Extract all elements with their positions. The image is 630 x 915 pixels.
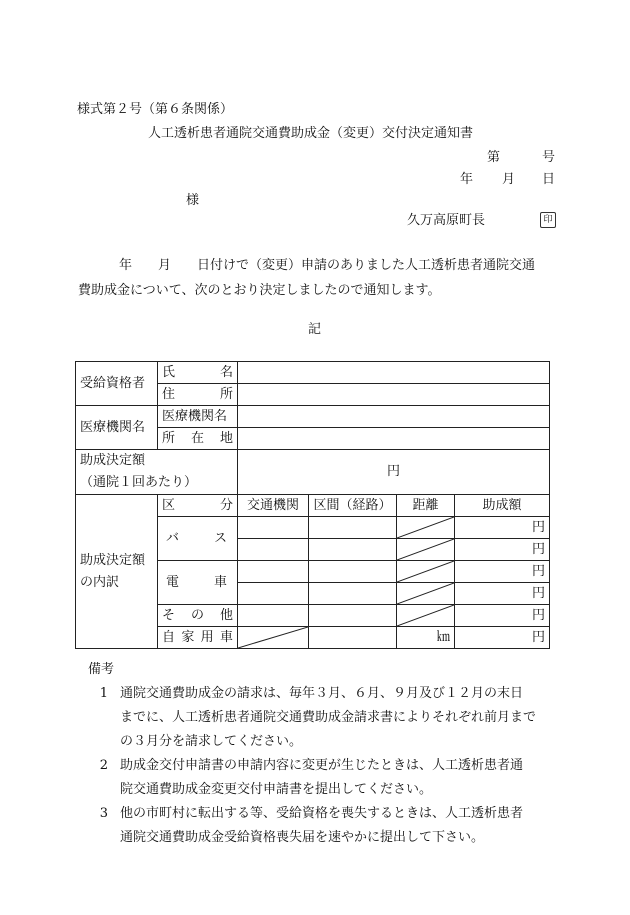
transport-header: 交通機関 <box>238 495 309 517</box>
bus-label: バ ス <box>158 517 238 561</box>
note-item-cont: の３月分を請求してください。 <box>120 734 303 749</box>
bus-section-2[interactable] <box>309 539 397 561</box>
note-item: 2 助成金交付申請書の申請内容に変更が生じたときは、人工透析患者通 <box>99 758 524 773</box>
ki-heading: 記 <box>308 322 322 337</box>
subsidy-table <box>75 361 550 649</box>
addressee-suffix: 様 <box>186 193 200 208</box>
notes-heading: 備考 <box>88 662 115 677</box>
subsidy-amount-label: 助成決定額 （通院１回あたり） <box>76 450 238 495</box>
other-label: そ の 他 <box>158 605 238 627</box>
amount-header: 助成額 <box>455 495 550 517</box>
train-transport-2[interactable] <box>238 583 309 605</box>
note-item: 3 他の市町村に転出する等、受給資格を喪失するときは、人工透析患者 <box>99 806 524 821</box>
seal: 印 <box>540 212 556 228</box>
medical-institution-name-label: 医療機関名 <box>158 406 238 428</box>
bus-transport-2[interactable] <box>238 539 309 561</box>
notes-section <box>78 658 558 850</box>
body-line-2: 費助成金について、次のとおり決定しましたので通知します。 <box>78 283 441 298</box>
document-title: 人工透析患者通院交通費助成金（変更）交付決定通知書 <box>148 126 474 141</box>
train-amount-1[interactable]: 円 <box>455 561 550 583</box>
address-field[interactable] <box>238 384 550 406</box>
breakdown-label: 助成決定額 の内訳 <box>76 495 158 649</box>
train-amount-2[interactable]: 円 <box>455 583 550 605</box>
location-field[interactable] <box>238 428 550 450</box>
train-transport-1[interactable] <box>238 561 309 583</box>
body-line-1: 年 月 日付けで（変更）申請のありました人工透析患者通院交通 <box>119 258 536 273</box>
train-section-1[interactable] <box>309 561 397 583</box>
own-car-label: 自 家 用 車 <box>158 627 238 649</box>
issuer: 久万高原町長 <box>407 213 486 228</box>
section-header: 区間（経路） <box>309 495 397 517</box>
train-label: 電 車 <box>158 561 238 605</box>
own-car-section[interactable] <box>309 627 397 649</box>
note-item: 1 通院交通費助成金の請求は、毎年３月、６月、９月及び１２月の末日 <box>99 686 524 701</box>
doc-number-dai: 第 <box>487 150 501 165</box>
bus-transport-1[interactable] <box>238 517 309 539</box>
train-distance-1-slash <box>397 561 455 583</box>
yen-unit: 円 <box>386 464 400 479</box>
train-distance-2-slash <box>397 583 455 605</box>
note-item-cont: 院交通費助成金変更交付申請書を提出してください。 <box>120 782 433 797</box>
form-number: 様式第２号（第６条関係） <box>77 102 234 117</box>
bus-amount-1[interactable]: 円 <box>455 517 550 539</box>
train-section-2[interactable] <box>309 583 397 605</box>
bus-distance-2-slash <box>397 539 455 561</box>
own-car-amount[interactable]: 円 <box>455 627 550 649</box>
bus-amount-2[interactable]: 円 <box>455 539 550 561</box>
date-month: 月 <box>502 172 516 187</box>
medical-institution-name-field[interactable] <box>238 406 550 428</box>
address-label: 住 所 <box>158 384 238 406</box>
eligible-person-label: 受給資格者 <box>76 362 158 406</box>
doc-number-go: 号 <box>542 150 556 165</box>
subsidy-amount-field[interactable] <box>238 450 550 495</box>
distance-header: 距離 <box>397 495 455 517</box>
bus-distance-1-slash <box>397 517 455 539</box>
bus-section-1[interactable] <box>309 517 397 539</box>
location-label: 所 在 地 <box>158 428 238 450</box>
note-item-cont: までに、人工透析患者通院交通費助成金請求書によりそれぞれ前月まで <box>120 710 537 725</box>
own-car-transport-slash <box>238 627 309 649</box>
name-field[interactable] <box>238 362 550 384</box>
date-day: 日 <box>542 172 556 187</box>
medical-institution-label: 医療機関名 <box>76 406 158 450</box>
note-item-cont: 通院交通費助成金受給資格喪失届を速やかに提出して下さい。 <box>120 830 485 845</box>
category-header: 区 分 <box>158 495 238 517</box>
name-label: 氏 名 <box>158 362 238 384</box>
other-section[interactable] <box>309 605 397 627</box>
own-car-distance[interactable]: ㎞ <box>397 627 455 649</box>
date-year: 年 <box>460 172 474 187</box>
other-transport[interactable] <box>238 605 309 627</box>
other-distance-slash <box>397 605 455 627</box>
other-amount[interactable]: 円 <box>455 605 550 627</box>
